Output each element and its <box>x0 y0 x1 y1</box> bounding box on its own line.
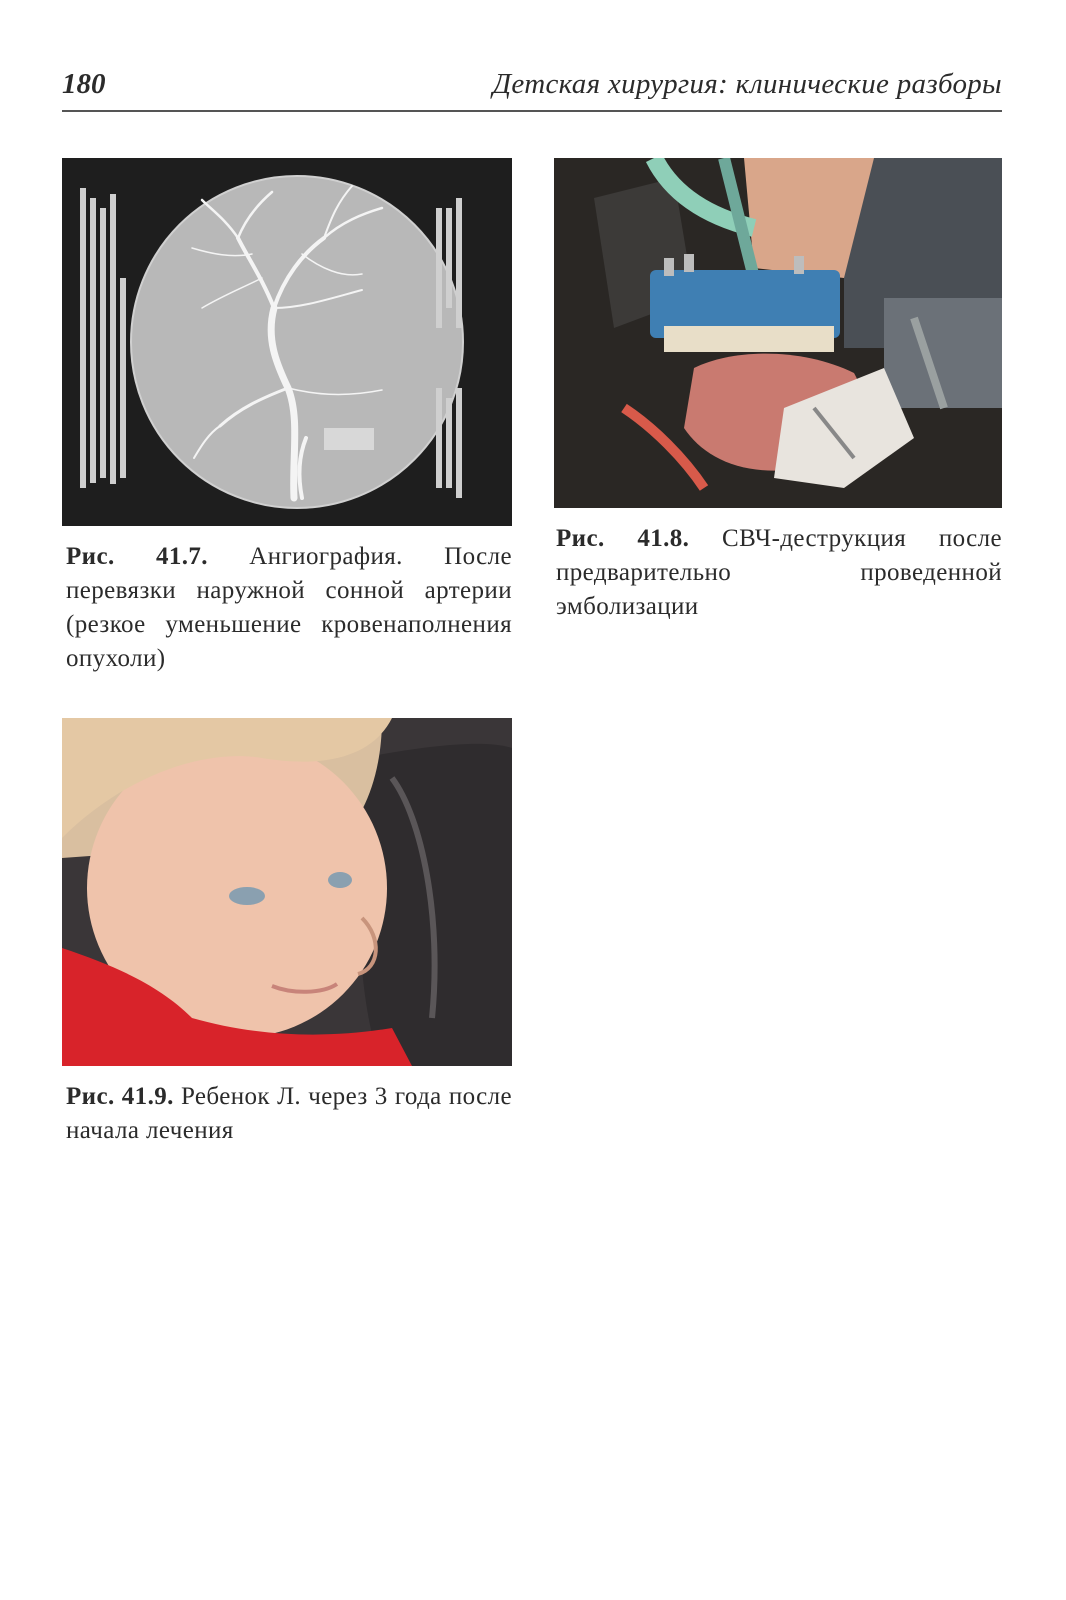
figure-caption-41-9 <box>66 1080 512 1148</box>
angiography-image <box>62 158 512 526</box>
child-image <box>62 718 512 1066</box>
figure-child-photo <box>62 718 512 1066</box>
header-divider <box>62 110 1002 112</box>
surgery-image <box>554 158 1002 508</box>
figure-caption-text: Ребенок Л. через 3 года после начала лечения <box>66 1083 512 1144</box>
figure-caption-41-7 <box>66 540 512 676</box>
running-title: Детская хирургия: клинические разборы <box>492 68 1002 100</box>
page-header <box>62 64 1002 104</box>
figure-label: Рис. 41.7. <box>66 543 208 570</box>
figure-caption-41-8 <box>556 522 1002 624</box>
page-number: 180 <box>62 68 106 100</box>
figure-angiography <box>62 158 512 526</box>
figure-surgery-photo <box>554 158 1002 508</box>
figure-label: Рис. 41.9. <box>66 1083 174 1110</box>
figure-caption-text: Ангиография. После перевязки наружной сонной артерии (резкое уменьшение кровенаполнения опухоли) <box>66 543 512 672</box>
figure-caption-text: СВЧ-деструкция после предварительно проведенной эмболизации <box>556 525 1003 620</box>
figure-label: Рис. 41.8. <box>556 525 690 552</box>
